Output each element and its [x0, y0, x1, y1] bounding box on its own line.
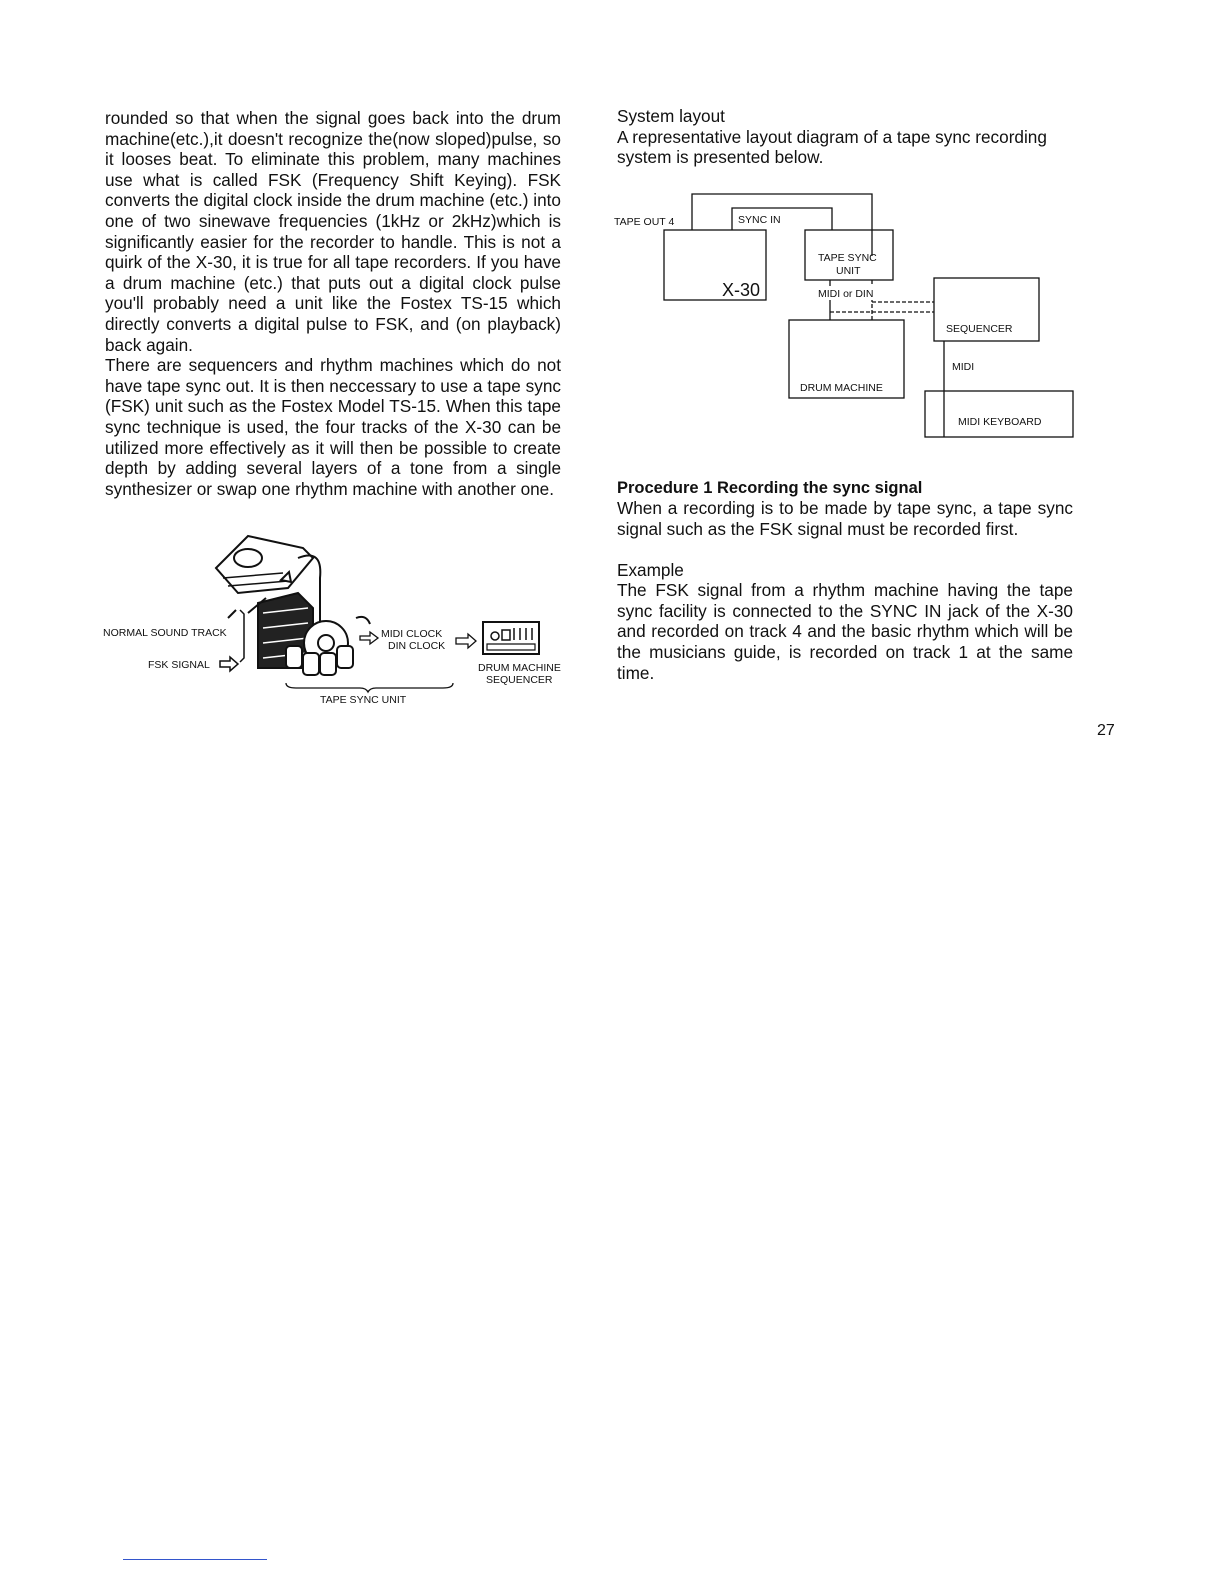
tape-out-line [692, 194, 872, 256]
din-clock-label: DIN CLOCK [388, 640, 446, 652]
procedure-text: When a recording is to be made by tape sync, a tape sync signal such as the FSK signal must be recorded first. [617, 498, 1073, 539]
left-column [105, 108, 561, 499]
sequencer-diagram-label: SEQUENCER [946, 323, 1013, 335]
fsk-arrow-icon [220, 657, 238, 671]
drum-machine-device-drawing [483, 622, 539, 654]
system-layout-text: A representative layout diagram of a tape sync recording system is presented below. [617, 126, 1047, 168]
example-title: Example [617, 559, 684, 580]
body-paragraph-sequencers: There are sequencers and rhythm machines which do not have tape sync out. It is then neccessary to use a tape sync (FSK) unit such as the Fostex Model TS-15. When this tape sync technique is used, the four tracks of the X-30 can be utilized more effectively as it will then be possible to create depth by adding several layers of a tone from a single synthesizer or swap one rhythm machine with another one. [105, 355, 561, 499]
system-layout-diagram [612, 188, 1082, 443]
sequencer-label: SEQUENCER [486, 674, 553, 686]
procedure-heading: Procedure 1 Recording the sync signal [617, 478, 923, 497]
tape-sync-label-line1: TAPE SYNC [818, 252, 877, 264]
drum-machine-diagram-label: DRUM MACHINE [800, 382, 883, 394]
clock-out-arrow-icon [456, 634, 476, 648]
normal-sound-track-label: NORMAL SOUND TRACK [103, 627, 227, 639]
footnote-rule [123, 1559, 267, 1560]
midi-keyboard-box [925, 391, 1073, 437]
midi-clock-arrow-icon [360, 632, 378, 644]
midi-label: MIDI [952, 361, 975, 373]
track-bracket [240, 610, 244, 662]
tape-sync-brace [286, 683, 453, 692]
tape-sync-label-line2: UNIT [836, 265, 861, 277]
example-text: The FSK signal from a rhythm machine having the tape sync facility is connected to the SYNC IN jack of the X-30 and recorded on track 4 and the basic rhythm which will be the musicians guide, is recorded on track 1 at the same time. [617, 580, 1073, 683]
fsk-signal-label: FSK SIGNAL [148, 659, 210, 671]
midi-or-din-label: MIDI or DIN [818, 288, 874, 300]
sync-in-label: SYNC IN [738, 214, 781, 226]
paragraph-gap [617, 540, 1073, 560]
midi-clock-label: MIDI CLOCK [381, 628, 443, 640]
x30-label: X-30 [722, 280, 761, 300]
page-number: 27 [1097, 722, 1115, 739]
body-paragraph-fsk: rounded so that when the signal goes back into the drum machine(etc.),it doesn't recognize the(now sloped)pulse, so it looses beat. To eliminate this problem, many machines use what is called FSK (Frequency Shift Keying). FSK converts the digital clock inside the drum machine (etc.) into one of two sinewave frequencies (1kHz or 2kHz)which is significantly easier for the recorder to handle. This is not a quirk of the X-30, it is true for all tape recorders. If you have a drum machine (etc.) that puts out a digital clock pulse you'll probably need a unit like the Fostex TS-15 which directly converts a digital pulse to FSK, and (on playback) back again. [105, 108, 561, 355]
system-layout-title: System layout [617, 106, 725, 126]
tape-sync-unit-label: TAPE SYNC UNIT [320, 694, 407, 706]
tape-out-label: TAPE OUT 4 [614, 216, 675, 228]
drum-machine-label: DRUM MACHINE [478, 662, 561, 674]
midi-keyboard-label: MIDI KEYBOARD [958, 416, 1042, 428]
tape-sync-illustration [98, 518, 578, 713]
